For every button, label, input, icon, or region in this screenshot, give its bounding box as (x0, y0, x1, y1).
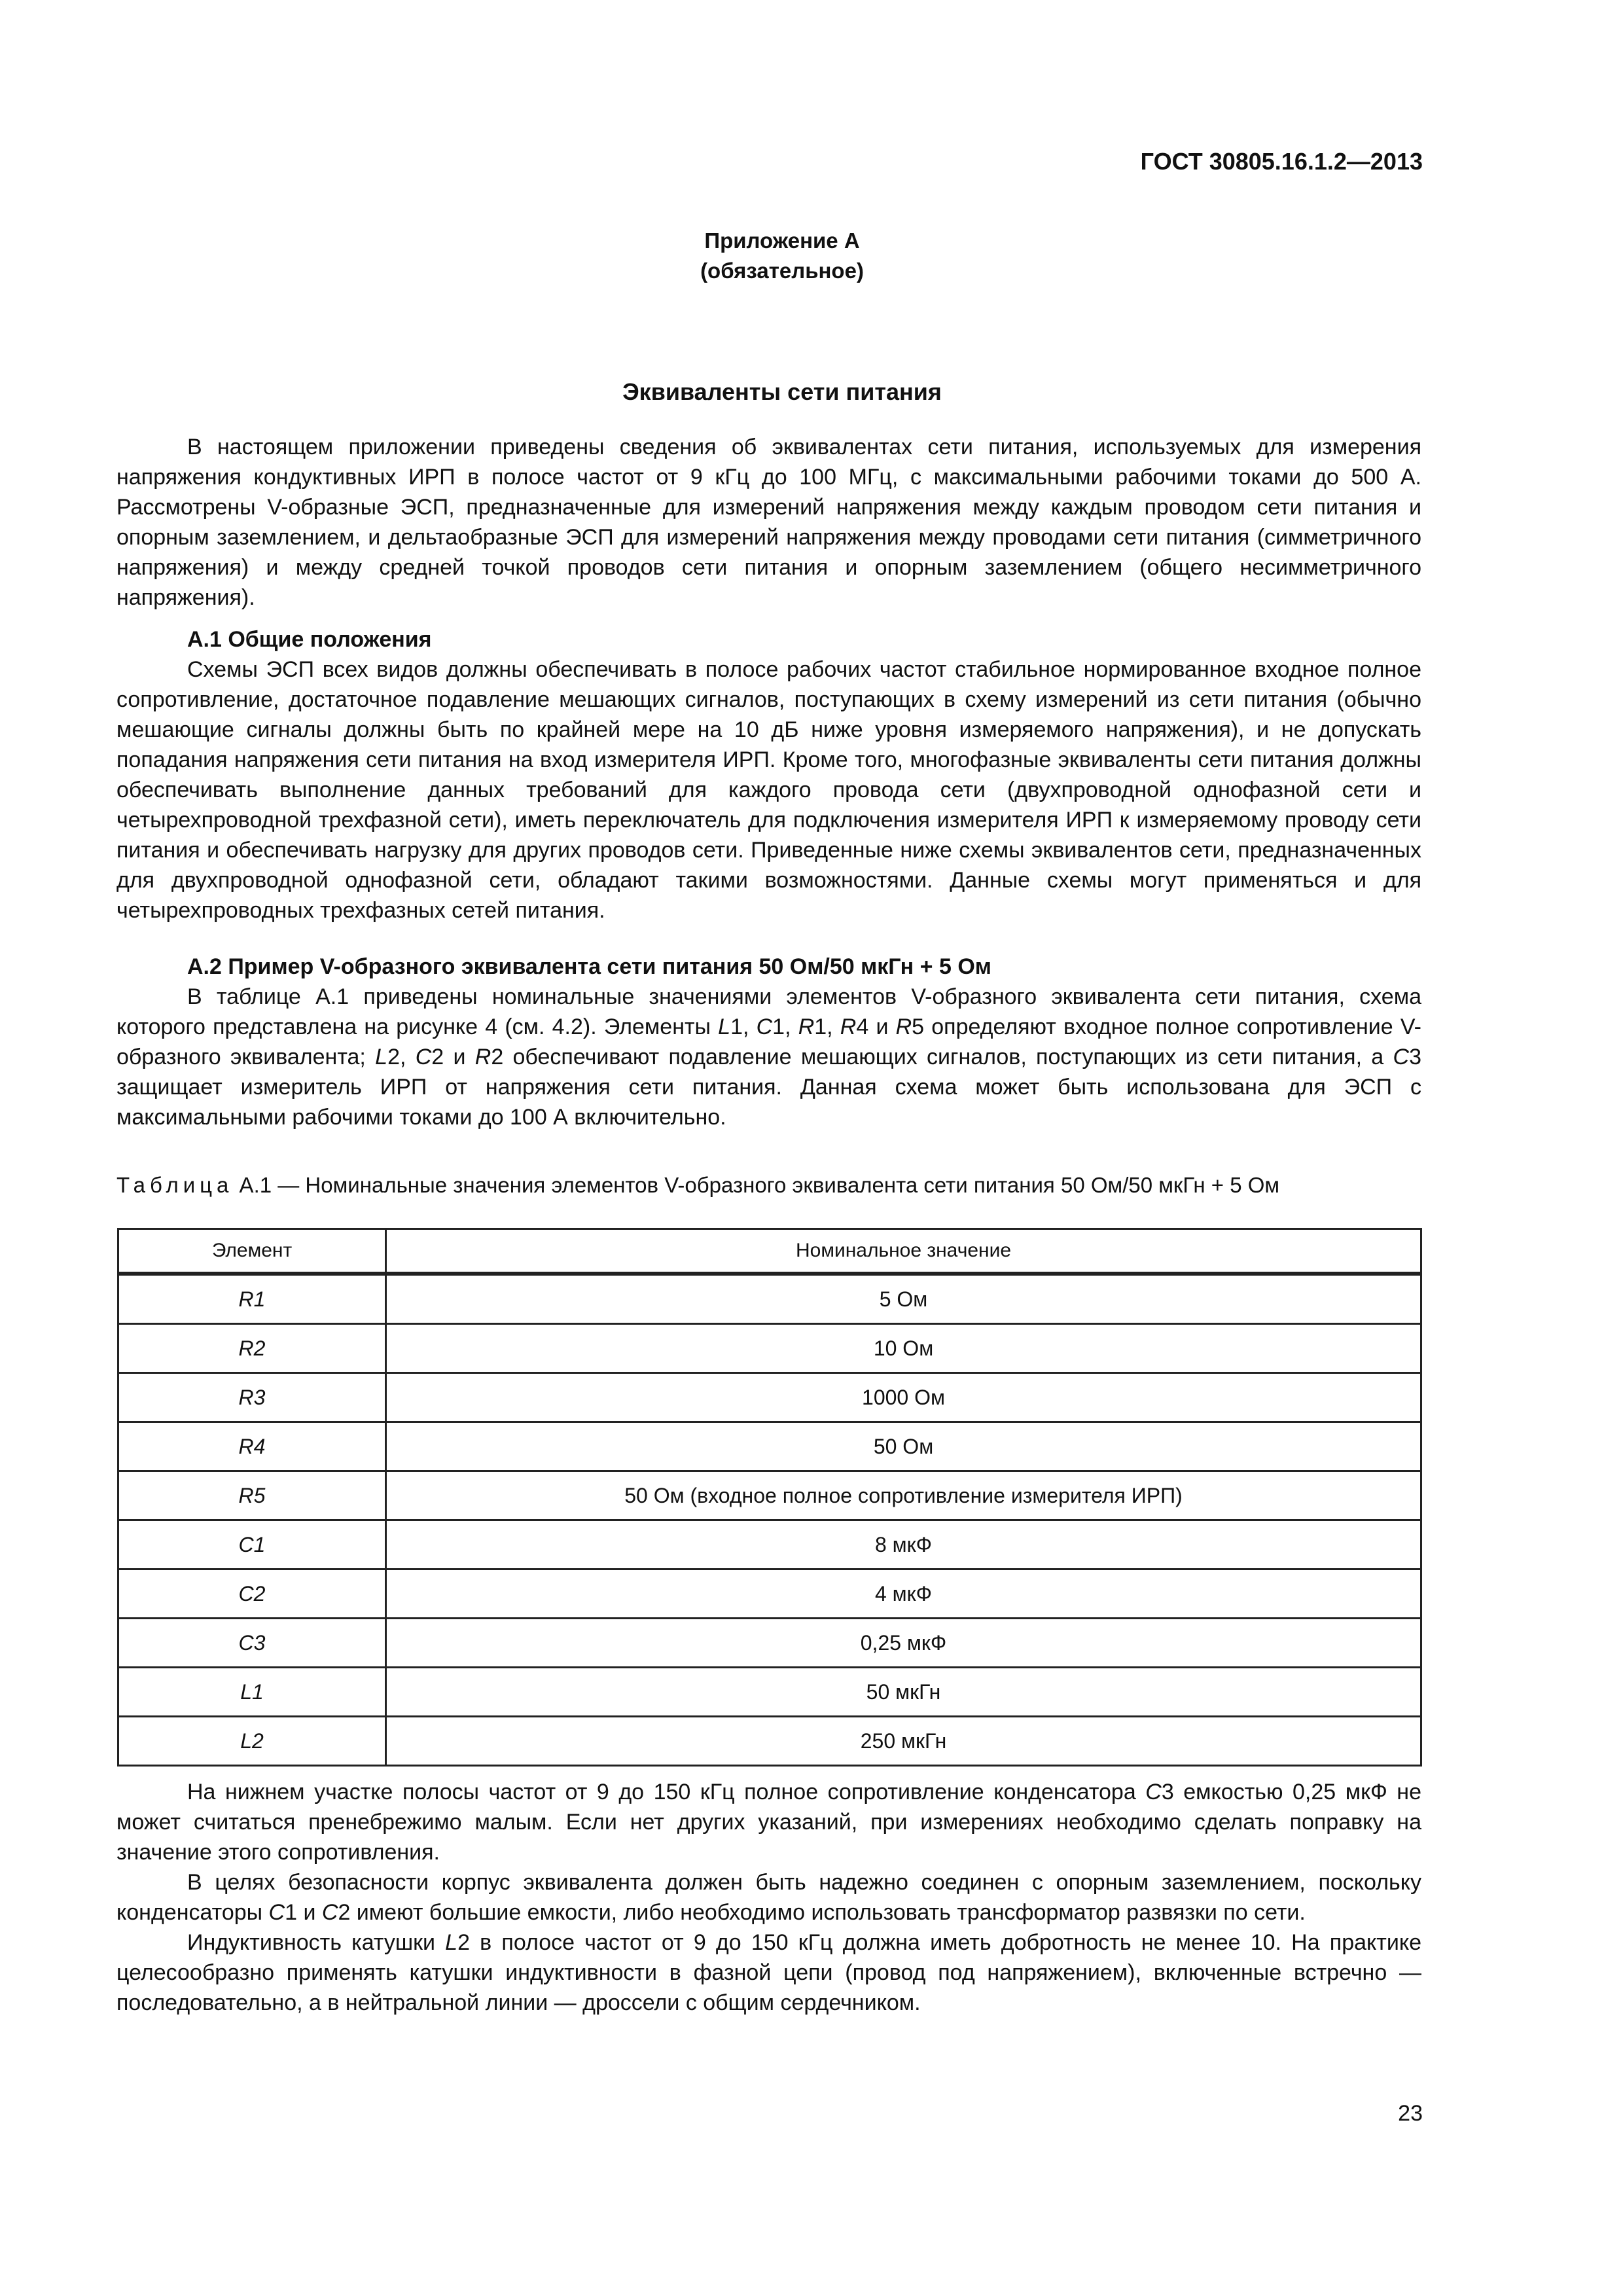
value-cell: 50 мкГн (386, 1668, 1421, 1717)
section-title: Эквиваленты сети питания (622, 378, 942, 405)
value-cell: 50 Ом (386, 1422, 1421, 1471)
notes-block (116, 1777, 1421, 2018)
element-cell: R3 (118, 1373, 386, 1422)
value-cell: 50 Ом (входное полное сопротивление измерителя ИРП) (386, 1471, 1421, 1520)
document-number: ГОСТ 30805.16.1.2—2013 (1140, 148, 1423, 175)
note-paragraph-safety: В целях безопасности корпус эквивалента должен быть надежно соединен с опорным заземлением, поскольку конденсаторы C1 и C2 имеют большие емкости, либо необходимо использовать трансформатор развязки по сети. (116, 1870, 1421, 1925)
value-cell: 8 мкФ (386, 1520, 1421, 1570)
section-a1-heading: А.1 Общие положения (187, 627, 432, 652)
table-row (118, 1520, 1421, 1570)
note-paragraph-c3: На нижнем участке полосы частот от 9 до 150 кГц полное сопротивление конденсатора C3 емкостью 0,25 мкФ не может считаться пренебрежимо малым. Если нет других указаний, при измерениях необходимо сделать поправку на значение этого сопротивления. (116, 1780, 1421, 1865)
table-caption-text: А.1 — Номинальные значения элементов V-образного эквивалента сети питания 50 Ом/50 мкГн + 5 Ом (233, 1173, 1280, 1197)
table-row (118, 1422, 1421, 1471)
table-row (118, 1274, 1421, 1324)
value-cell: 5 Ом (386, 1274, 1421, 1324)
table-row (118, 1570, 1421, 1619)
table-caption (116, 1173, 1279, 1198)
table-caption-label: Таблица (116, 1173, 234, 1197)
page-number: 23 (1398, 2101, 1423, 2126)
element-cell: R1 (118, 1274, 386, 1324)
table-header-row (118, 1229, 1421, 1274)
section-a1-paragraph: Схемы ЭСП всех видов должны обеспечивать в полосе рабочих частот стабильное нормированное входное полное сопротивление, достаточное подавление мешающих сигналов, поступающих в схему измерений из сети питания (обычно мешающие сигналы должны быть по крайней мере на 10 дБ ниже уровня измеряемого напряжения), и не допускать попадания напряжения сети питания на вход измерителя ИРП. Кроме того, многофазные эквиваленты сети питания должны обеспечивать выполнение данных требований для каждого провода сети (двухпроводной однофазной сети и четырехпроводной трехфазной сети), иметь переключатель для подключения измерителя ИРП к измеряемому проводу сети питания и обеспечивать нагрузку для других проводов сети. Приведенные ниже схемы эквивалентов сети, предназначенных для двухпроводной однофазной сети, обладают такими возможностями. Данные схемы могут применяться и для четырехпроводных трехфазных сетей питания. (116, 657, 1421, 923)
table-row (118, 1324, 1421, 1373)
section-a2-heading: А.2 Пример V-образного эквивалента сети питания 50 Ом/50 мкГн + 5 Ом (187, 954, 991, 979)
table-row (118, 1668, 1421, 1717)
element-cell: C3 (118, 1619, 386, 1668)
value-cell: 4 мкФ (386, 1570, 1421, 1619)
appendix-heading (0, 226, 1564, 286)
element-cell: C2 (118, 1570, 386, 1619)
note-paragraph-inductance: Индуктивность катушки L2 в полосе частот от 9 до 150 кГц должна иметь добротность не менее 10. На практике целесообразно применять катушки индуктивности в фазной цепи (провод под напряжением), включенные встречно — последовательно, а в нейтральной линии — дроссели с общим сердечником. (116, 1930, 1422, 2015)
table-row (118, 1619, 1421, 1668)
element-cell: R5 (118, 1471, 386, 1520)
value-cell: 1000 Ом (386, 1373, 1421, 1422)
section-a2 (116, 952, 1421, 1132)
table-row (118, 1471, 1421, 1520)
header-nominal-value: Номинальное значение (386, 1229, 1421, 1274)
element-cell: L1 (118, 1668, 386, 1717)
value-cell: 250 мкГн (386, 1717, 1421, 1766)
table-row (118, 1373, 1421, 1422)
header-element: Элемент (118, 1229, 386, 1274)
table-row (118, 1717, 1421, 1766)
intro-block (116, 432, 1421, 613)
appendix-status: (обязательное) (700, 259, 864, 283)
element-cell: R4 (118, 1422, 386, 1471)
elements-table (117, 1228, 1422, 1767)
element-cell: C1 (118, 1520, 386, 1570)
intro-paragraph: В настоящем приложении приведены сведения об эквивалентах сети питания, используемых для измерения напряжения кондуктивных ИРП в полосе частот от 9 кГц до 100 МГц, с максимальными рабочими токами до 500 А. Рассмотрены V-образные ЭСП, предназначенные для измерений напряжения между каждым проводом сети питания и опорным заземлением, и дельтаобразные ЭСП для измерений напряжения между проводами сети питания (симметричного напряжения) и между средней точкой проводов сети питания и опорным заземлением (общего несимметричного напряжения). (116, 435, 1421, 610)
appendix-title: Приложение А (704, 228, 860, 253)
value-cell: 0,25 мкФ (386, 1619, 1421, 1668)
section-a2-paragraph: В таблице А.1 приведены номинальные значениями элементов V-образного эквивалента сети питания, схема которого представлена на рисунке 4 (см. 4.2). Элементы L1, C1, R1, R4 и R5 определяют входное полное сопротивление V- образного эквивалента; L2, C2 и R2 обеспечивают подавление мешающих сигналов, поступающих из сети питания, а C3 защищает измеритель ИРП от напряжения сети питания. Данная схема может быть использована для ЭСП с максимальными рабочими токами до 100 А включительно. (116, 984, 1421, 1130)
element-cell: R2 (118, 1324, 386, 1373)
element-cell: L2 (118, 1717, 386, 1766)
section-a1 (116, 624, 1421, 925)
value-cell: 10 Ом (386, 1324, 1421, 1373)
